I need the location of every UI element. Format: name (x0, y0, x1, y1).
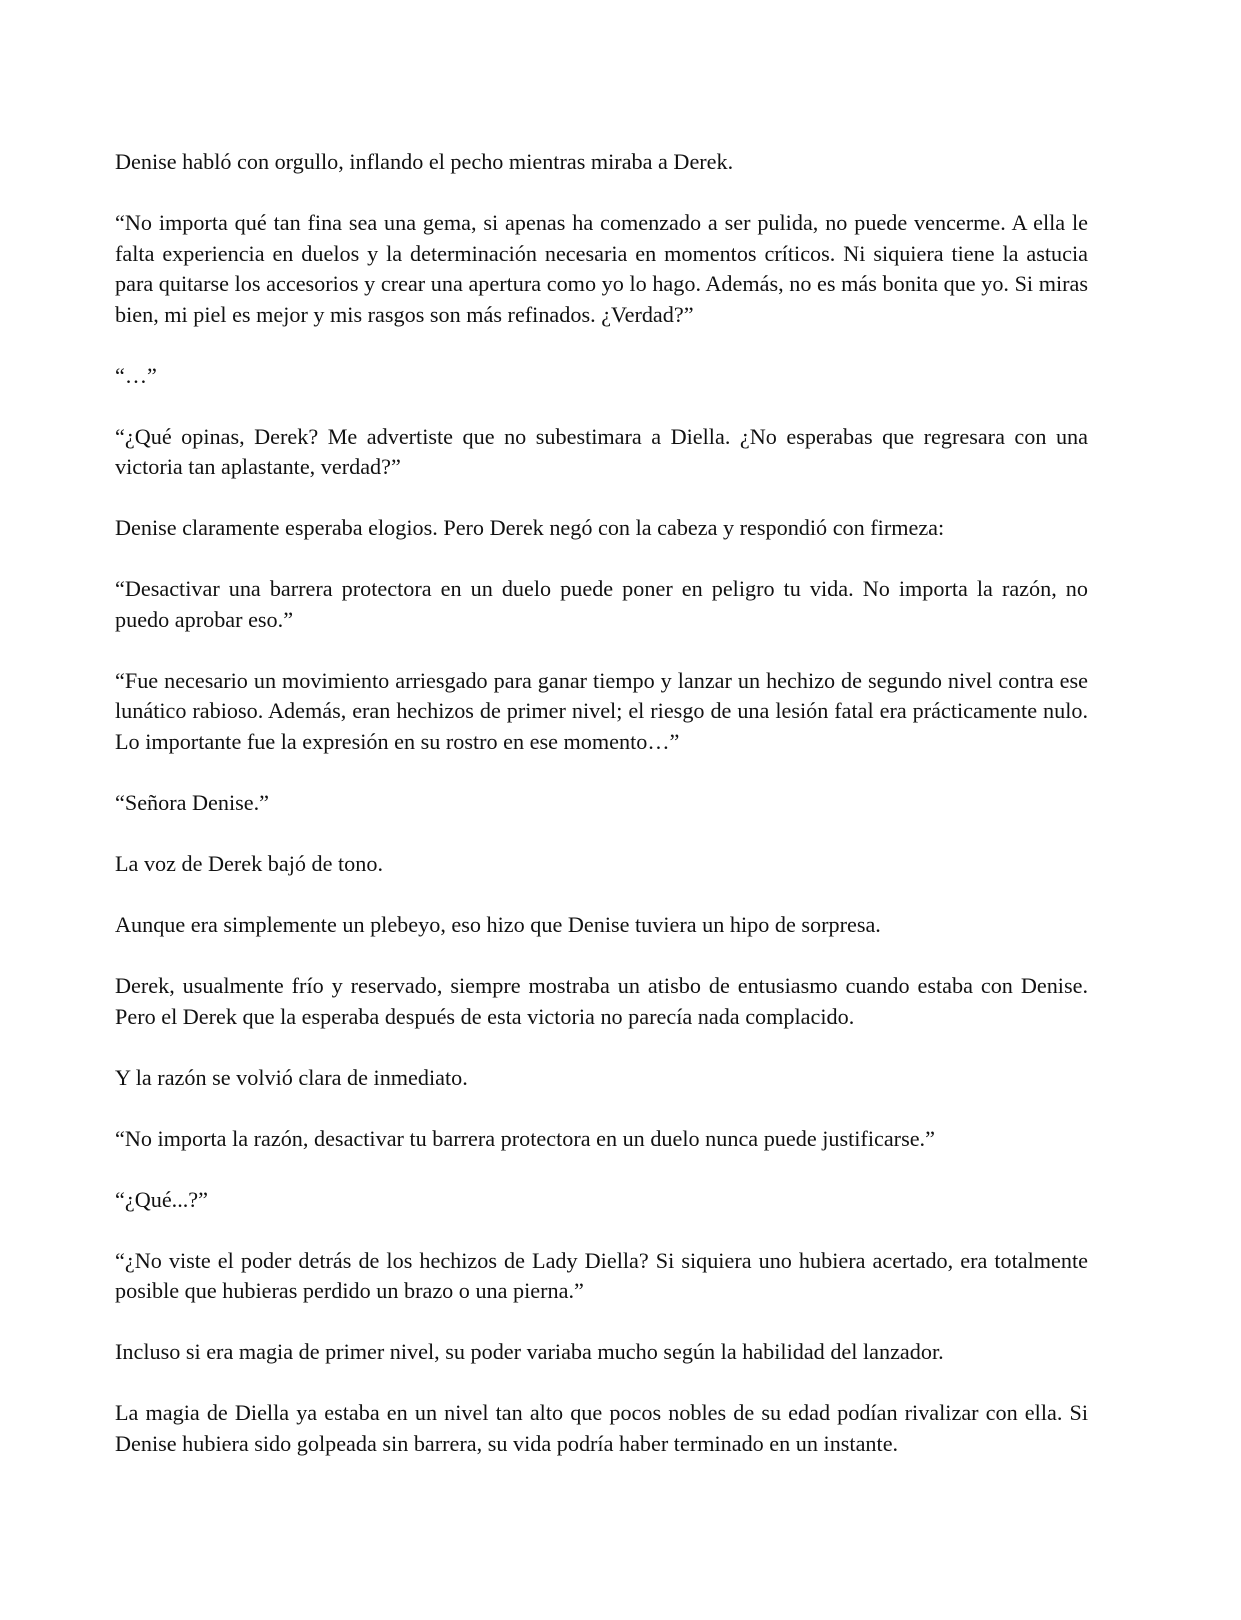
paragraph: Aunque era simplemente un plebeyo, eso hizo que Denise tuviera un hipo de sorpresa. (115, 912, 881, 938)
paragraph: “¿Qué...?” (115, 1186, 208, 1212)
paragraph: “No importa la razón, desactivar tu barrera protectora en un duelo nunca puede justificarse.” (115, 1125, 935, 1151)
paragraph: “Desactivar una barrera protectora en un duelo puede poner en peligro tu vida. No importa la razón, no puedo aprobar eso.” (115, 576, 1088, 632)
paragraph: “…” (115, 362, 157, 388)
paragraph: Derek, usualmente frío y reservado, siempre mostraba un atisbo de entusiasmo cuando estaba con Denise. Pero el Derek que la esperaba después de esta victoria no parecía nada complacido. (115, 973, 1088, 1029)
paragraph: Denise habló con orgullo, inflando el pecho mientras miraba a Derek. (115, 149, 734, 174)
paragraph: Incluso si era magia de primer nivel, su poder variaba mucho según la habilidad del lanzador. (115, 1339, 944, 1365)
paragraph: La magia de Diella ya estaba en un nivel tan alto que pocos nobles de su edad podían rivalizar con ella. Si Denise hubiera sido golpeada sin barrera, su vida podría haber terminado en un instante. (115, 1400, 1088, 1456)
paragraph: “Fue necesario un movimiento arriesgado para ganar tiempo y lanzar un hechizo de segundo nivel contra ese lunático rabioso. Además, eran hechizos de primer nivel; el riesgo de una lesión fatal era prácticamente nulo. Lo importante fue la expresión en su rostro en ese momento…” (115, 667, 1088, 755)
paragraph: “Señora Denise.” (115, 790, 270, 816)
paragraph: Denise claramente esperaba elogios. Pero Derek negó con la cabeza y respondió con firmeza: (115, 515, 945, 541)
paragraph: Y la razón se volvió clara de inmediato. (115, 1064, 468, 1090)
document-body (115, 147, 1088, 1490)
paragraph: “¿Qué opinas, Derek? Me advertiste que no subestimara a Diella. ¿No esperabas que regresara con una victoria tan aplastante, verdad?” (115, 423, 1088, 480)
paragraph: “¿No viste el poder detrás de los hechizos de Lady Diella? Si siquiera uno hubiera acertado, era totalmente posible que hubieras perdido un brazo o una pierna.” (115, 1247, 1088, 1304)
paragraph: “No importa qué tan fina sea una gema, si apenas ha comenzado a ser pulida, no puede vencerme. A ella le falta experiencia en duelos y la determinación necesaria en momentos críticos. Ni siquiera tiene la astucia para quitarse los accesorios y crear una apertura como yo lo hago. Además, no es más bonita que yo. Si miras bien, mi piel es mejor y mis rasgos son más refinados. ¿Verdad?” (115, 209, 1088, 327)
paragraph: La voz de Derek bajó de tono. (115, 851, 383, 877)
